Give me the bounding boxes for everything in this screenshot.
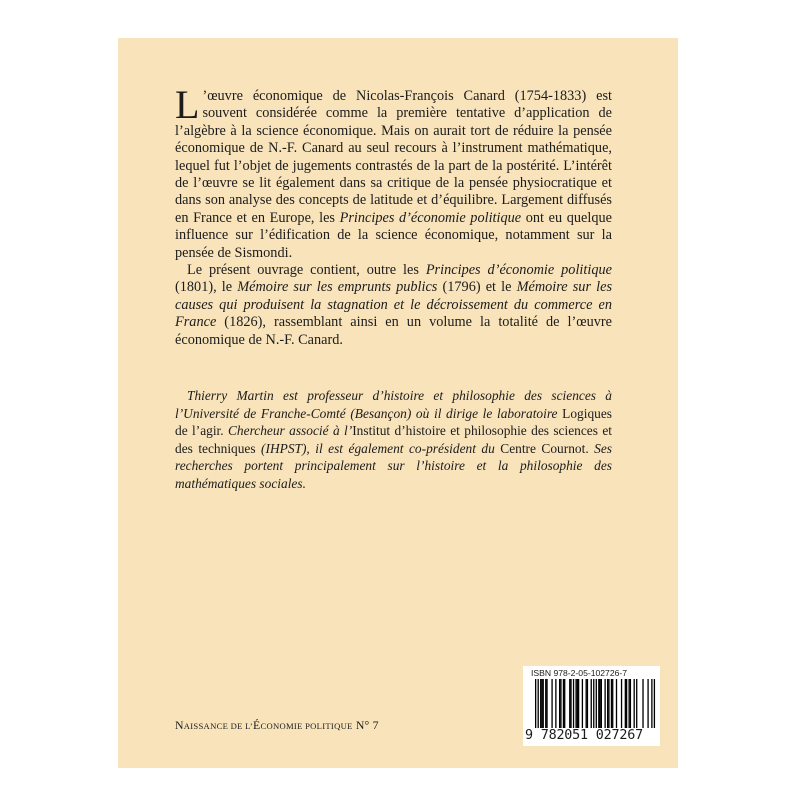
barcode-bar [621, 679, 622, 733]
barcode-bar [598, 679, 599, 733]
barcode-bar [596, 679, 597, 733]
barcode-bar [540, 679, 541, 733]
barcode-bar [578, 679, 579, 733]
barcode-bar [564, 679, 565, 733]
barcode-bar [573, 679, 574, 733]
barcode-bar [545, 679, 546, 733]
barcode-bar [607, 679, 608, 733]
description-paragraph-1: L ’œuvre économique de Nicolas-François Canard (1754-1833) est souvent considérée comme la première tentative d’application de l’algèbre à la science économique. Mais on aurait tort de réduire la pensée économique de N.-F. Canard au seul recours à l’instrument mathématique, lequel fut l’objet de jugements contrastés de la part de la postérité. L’intérêt de l’œuvre se lit également dans sa critique de la pensée physiocratique et dans son analyse des concepts de latitude et d’équilibre. Largement diffusés en France et en Europe, les Principes d’économie politique ont eu quelque influence sur l’édification de la science économique, notamment sur la pensée de Sismondi. [175, 82, 612, 261]
barcode-bar [608, 679, 609, 733]
drop-cap: L [175, 82, 200, 127]
barcode-bars [527, 679, 657, 733]
barcode-bar [555, 679, 556, 733]
barcode-bar [551, 679, 552, 733]
barcode-bar [628, 679, 629, 733]
barcode-bar [611, 679, 612, 733]
barcode-bar [587, 679, 588, 733]
barcode-bar [586, 679, 587, 733]
barcode-bar [654, 679, 655, 733]
barcode-bar [575, 679, 576, 733]
barcode-bar [546, 679, 547, 733]
barcode-bar [625, 679, 626, 733]
barcode-bar [570, 679, 571, 733]
barcode-bar [563, 679, 564, 733]
barcode-bar [612, 679, 613, 733]
barcode-bar [601, 679, 602, 733]
description-paragraph-2: Le présent ouvrage contient, outre les Principes d’économie politique (1801), le Mémoire sur les emprunts publics (1796) et le Mémoire sur les causes qui produisent la stagnation et le décroissement du commerce en France (1826), rassemblant ainsi en un volume la totalité de l’œuvre économique de N.-F. Canard. [175, 262, 613, 348]
series-title: NAISSANCE DE L’ÉCONOMIE POLITIQUE N° 7 [175, 718, 379, 732]
barcode-bar [569, 679, 570, 733]
barcode-bar [647, 679, 648, 733]
barcode-digits: 9 782051 027267 [525, 728, 658, 744]
barcode-bar [626, 679, 627, 733]
barcode-bar [535, 679, 536, 733]
barcode-bar [582, 679, 583, 733]
barcode-bar [630, 679, 631, 733]
back-cover [118, 38, 678, 768]
barcode-bar [593, 679, 594, 733]
barcode-bar [642, 679, 643, 733]
barcode-bar [538, 679, 539, 733]
book-description [175, 82, 613, 349]
barcode-bar [636, 679, 637, 733]
author-bio [175, 387, 612, 493]
barcode-bar [604, 679, 605, 733]
barcode-bar [543, 679, 544, 733]
barcode-bar [577, 679, 578, 733]
barcode-bar [559, 679, 560, 733]
barcode-bar [599, 679, 600, 733]
barcode-bar [616, 679, 617, 733]
barcode-bar [634, 679, 635, 733]
barcode-bar [541, 679, 542, 733]
author-bio-paragraph: Thierry Martin est professeur d’histoire et philosophie des sciences à l’Université de Franche-Comté (Besançon) où il dirige le laboratoire Logiques de l’agir. Chercheur associé à l’Institut d’histoire et philosophie des sciences et des techniques (IHPST), il est également co-président du Centre Cournot. Ses recherches portent principalement sur l’histoire et la philosophie des mathématiques sociales. [175, 388, 612, 491]
isbn-label: ISBN 978-2-05-102726-7 [531, 668, 628, 678]
barcode [523, 666, 660, 746]
barcode-bar [651, 679, 652, 733]
barcode-bar [591, 679, 592, 733]
barcode-bar [560, 679, 561, 733]
